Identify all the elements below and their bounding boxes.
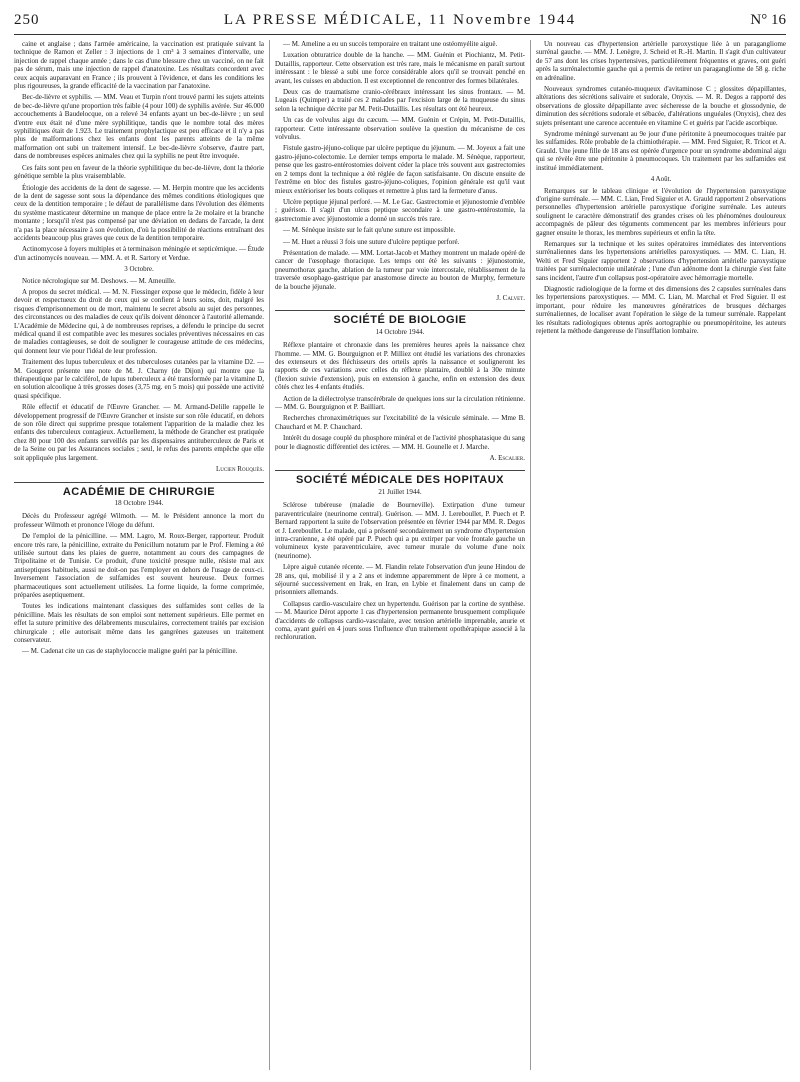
paragraph: 4 Août.: [650, 175, 672, 184]
paragraph: Luxation obturatrice double de la hanche. — MM. Guénin et Piochiantz, M. Petit-Dutaillis, rapporteur. Cette observation est très rare, mais le mécanisme en paraît surtout intéressant : le blessé a subi une force considérable alors qu'il se trouvait penché en avant, les cuisses en abduction. Il est exceptionnel de rencontrer des formes bilatérales.: [275, 51, 525, 85]
paragraph: Réflexe plantaire et chronaxie dans les premières heures après la naissance chez l'homme. — MM. G. Bourguignon et P. Milliez ont étudié les variations des chronaxies des extenseurs et des fléchisseurs des orteils après la naissance et souligneront les rapports de ces variations avec celles du réflexe plantaire, doublé à la 30e minute (flexion suivie d'extension), puis en extension à gauche, enfin en extension des deux côtés chez les 4 enfants étudiés.: [275, 341, 525, 392]
section-title-biologie: SOCIÉTÉ DE BIOLOGIE: [275, 310, 525, 324]
paragraph: Lucien Rouquès.: [216, 465, 264, 474]
paragraph: — M. Ameline a eu un succès temporaire en traitant une ostéomyélite aiguë.: [283, 40, 498, 48]
col2c-paragraphs: [275, 501, 525, 642]
paragraph: Notice nécrologique sur M. Deshows. — M. Ameuille.: [22, 276, 176, 285]
paragraph: — M. Huet a réussi 3 fois une suture d'ulcère peptique perforé.: [283, 237, 460, 246]
section-date: 18 Octobre 1944.: [114, 498, 164, 507]
paragraph: Décès du Professeur agrégé Wilmoth. — M. le Président annonce la mort du professeur Wilmoth et prononce l'éloge du défunt.: [14, 512, 264, 529]
paragraph: Syndrome méningé survenant au 9e jour d'une péritonite à pneumocoques traitée par les sulfamides. Rôle probable de la chimiothérapie. — MM. Fred Siguier, R. Tricot et A. Grauld. Une jeune fille de 18 ans est opérée d'urgence pour un syndrome abdominal aigu qui se révèle être une péritonite à pneumocoques. Un traitement par les sulfamides est institué immédiatement.: [536, 130, 786, 172]
issue-number: N° 16: [750, 12, 786, 28]
paragraph: Traitement des lupus tuberculeux et des tuberculoses cutanées par la vitamine D2. — M. Gougerot présente une note de M. J. Charny (de Dijon) qui montre que la thérapeutique par le calciférol, de lupus tuberculeux a été transformée par la vitamine D, en solution alcoolique à très grosses doses (3,75 mg. en 5 mois) qui possède une activité quasi spécifique.: [14, 358, 264, 400]
paragraph: caine et anglaise ; dans l'armée américaine, la vaccination est pratiquée suivant la technique de Ramon et Zeller : 3 injections de 1 cm³ à 3 semaines d'intervalle, une injection de rappel chaque année ; dans le cas d'une blessure chez un vacciné, on ne fait pas de sérum, mais une injection de rappel d'anatoxine. Les résultats concordent avec ceux acquis auparavant en France ; ils prouvent à l'évidence, et dans les conditions les plus rigoureuses, la grande efficacité de la vaccination par l'anatoxine.: [14, 40, 264, 91]
paragraph: Bec-de-lièvre et syphilis. — MM. Veau et Turpin n'ont trouvé parmi les sujets atteints de bec-de-lièvre qu'une proportion très faible (4 pour 100) de syphilis avérée. Sur 46.000 accouchements à Baudelocque, on a relevé 34 enfants ayant un bec-de-lièvre ; un seul d'entre eux était né d'une mère syphilitique, tandis que le nombre total des mères syphilitiques était de 1.923. Le traitement prophylactique est peu efficace et il n'y a pas plus de malformations chez les enfants dont les parents atteints de la même malformation ont subi un traitement intensif. Le bec-de-lièvre s'observe, d'autre part, dans de nombreuses espèces animales chez qui la syphilis ne peut être invoquée.: [14, 93, 264, 161]
col1-paragraphs: [14, 40, 264, 474]
paragraph: Remarques sur le tableau clinique et l'évolution de l'hypertension paroxystique d'origine surrénale. — MM. C. Lian, Fred Siguier et A. Grauld rapportent 2 observations personnelles d'hypertension artérielle paroxystique d'origine surrénale. Les auteurs soulignent le caractère démonstratif des grandes crises où les phénomènes douloureux accompagnés de pâleur des téguments commencent par les membres inférieurs pour gagner ensuite le thorax, les membres supérieurs et enfin la tête.: [536, 186, 786, 237]
paragraph: — M. Cadenat cite un cas de staphylococcie maligne guéri par la pénicilline.: [22, 647, 238, 656]
paragraph: Intérêt du dosage couplé du phosphore minéral et de l'activité phosphatasique du sang pour le diagnostic différentiel des ictères. — MM. H. Gounelle et J. Marche.: [275, 434, 525, 451]
paragraph: Deux cas de traumatisme cranio-cérébraux intéressant les sinus frontaux. — M. Lugeais (Quimper) a traité ces 2 malades par l'excision large de la muqueuse du sinus selon la technique décrite par M. Petit-Dutaillis. Les résultats ont été heureux.: [275, 88, 525, 113]
paragraph: Actinomycose à foyers multiples et à terminaison méningée et septicémique. — Étude d'un actinomycès nouveau. — MM. A. et R. Sartory et Verdue.: [14, 245, 264, 262]
header-rule: [14, 34, 786, 35]
section-date: 21 Juillet 1944.: [378, 487, 422, 496]
paragraph: Nouveaux syndromes cutanéo-muqueux d'avitaminose C ; glossites dépapillantes, altérations des sécrétions salivaire et sudorale, Onyxis. — M. R. Degos a rapporté des observations de glossite dépapillante avec sécheresse de la bouche et glossodynie, de diminution des sécrétions sudorale et sébacée, d'altérations unguéales (Onyxis), chez des sujets présentant une carence accentuée en vitamine C et guéris par l'acide ascorbique.: [536, 85, 786, 127]
section-date: 14 Octobre 1944.: [375, 327, 425, 336]
column-1: [14, 40, 264, 1070]
paragraph: Sclérose tubéreuse (maladie de Bourneville). Extirpation d'une tumeur paraventriculaire (neurinome central). Guérison. — MM. J. Lereboullet, P. Puech et P. Bernard rapportent la suite de l'observation présentée en février 1944 par MM. R. Degos et J. Lereboullet. Le malade, qui a présenté secondairement un syndrome d'hypertension intra-cranienne, a été opéré par P. Puech qui a pu extirper par voie frontale gauche un volumineux kyste paraventriculaire, avec tumeur murale du volume d'une noix (neurinome).: [275, 501, 525, 560]
paragraph: Ces faits sont peu en faveur de la théorie syphilitique du bec-de-lièvre, dont la théorie génétique semble la plus vraisemblable.: [14, 163, 264, 181]
paragraph: J. Calvet.: [496, 293, 525, 302]
section-title-academie: ACADÉMIE DE CHIRURGIE: [14, 482, 264, 496]
paragraph: Diagnostic radiologique de la forme et des dimensions des 2 capsules surrénales dans les hypertensions paroxystiques. — MM. C. Lian, M. Marchal et Fred Siguier. Il est important, pour réduire les manœuvres génératrices de brusques décharges surrénaliennes, de localiser avant l'opération le siège de la tumeur surrénale. Rappelant les résultats radiologiques obtenus après aortographie ou pneumopéritoine, les auteurs rejettent la méthode dangereuse de l'insufflation lombaire.: [536, 284, 786, 335]
page-header: [14, 12, 786, 32]
column-3: [536, 40, 786, 1070]
paragraph: Étiologie des accidents de la dent de sagesse. — M. Herpin montre que les accidents de la dent de sagesse sont sous la dépendance des mêmes conditions étiologiques que ceux de la dentition temporaire ; le défaut de parallélisme dans l'évolution des éléments du système masticateur détermine un manque de place entre la 2e molaire et la branche montante ; lorsqu'il n'est pas compensé par une déviation en dedans de l'arcade, la dent n'a pas la place nécessaire à son évolution, d'où la possibilité de réactions entraînant des accidents beaucoup plus graves que ceux de la dentition temporaire.: [14, 183, 264, 242]
paragraph: Toutes les indications maintenant classiques des sulfamides sont celles de la pénicilline. Mais les résultats de son emploi sont nettement supérieurs. Elle permet en effet la suture primitive des délabrements musculaires, correctement traités par excision chirurgicale ; elle autorisait même dans les gangrènes gazeuses un traitement conservateur.: [14, 602, 264, 644]
paragraph: Ulcère peptique jéjunal perforé. — M. Le Gac. Gastrectomie et jéjunostomie d'emblée ; guérison. Il s'agit d'un ulcus peptique secondaire à une gastro-entérostomie, la gastrectomie avec jéjunostomie a donné un succès très rare.: [275, 197, 525, 223]
paragraph: Un cas de volvulus aigu du cæcum. — MM. Guénin et Crépin, M. Petit-Dutaillis, rapporteur. Cette intéressante observation soulève la question du mécanisme de ces volvulus.: [275, 116, 525, 142]
paragraph: Un nouveau cas d'hypertension artérielle paroxystique liée à un paragangliome surrénal gauche. — MM. J. Lenègre, J. Scheid et R.-H. Martin. Il s'agit d'un cultivateur de 57 ans dont les crises hypertensives, particulièrement fréquentes et graves, ont guéri après la surrénalectomie gauche qui a permis de retirer un paragangliome de 58 g. riche en adrénaline.: [536, 40, 786, 82]
col2-paragraphs: [275, 40, 525, 302]
column-2: [275, 40, 525, 1070]
col3-paragraphs: [536, 40, 786, 335]
paragraph: 3 Octobre.: [124, 265, 154, 274]
page-number: 250: [14, 12, 40, 28]
paragraph: A. Escalier.: [489, 454, 525, 463]
col1b-paragraphs: [14, 512, 264, 656]
journal-title: LA PRESSE MÉDICALE, 11 Novembre 1944: [223, 12, 577, 28]
paragraph: Collapsus cardio-vasculaire chez un hypertendu. Guérison par la cortine de synthèse. — M. Maurice Dérot apporte 1 cas d'hypertension permanente brusquement compliquée d'accidents de collapsus cardio-vasculaire, avec tension artérielle imprenable, anurie et coma, ayant guéri en 4 jours sous l'influence d'un traitement opothérapique associé à la rechloruration.: [275, 599, 525, 642]
paragraph: Fistule gastro-jéjuno-colique par ulcère peptique du jéjunum. — M. Joyeux a fait une gastro-jéjuno-colectomie. Le dernier temps emporta le malade. M. Sénèque, rapporteur, pense que les gastro-entérostomies doivent céder la place très souvent aux gastrectomies en 2 temps dont la technique a été réglée de façon satisfaisante. On discute ensuite de l'extrême en bloc des fistules gastro-jéjuno-coliques, l'opinion générale est qu'il vaut mieux extérioriser les bouts coliques et remettre à plus tard la fermeture d'anus.: [275, 144, 525, 195]
paragraph: Action de la diélectrolyse transcérébrale de quelques ions sur la circulation rétinienne. — MM. G. Bourguignon et P. Bailliart.: [275, 394, 525, 412]
paragraph: — M. Sénèque insiste sur le fait qu'une suture est impossible.: [283, 226, 456, 235]
paragraph: Remarques sur la technique et les suites opératoires immédiates des interventions surrénaliennes dans les hypertensions artérielles paroxystiques. — MM. C. Lian, H. Welti et Fred Siguier rapportent 2 observations d'hypertension artérielle paroxystique traitées par surrénalectomie unilatérale ; l'une d'un adénome dont la chirurgie s'est faite sans incident, l'autre d'un collapsus post-opératoire avec hémorragie mortelle.: [536, 239, 786, 282]
column-divider: [269, 40, 270, 1070]
paragraph: Recherches chronaximétriques sur l'excitabilité de la vésicule séminale. — Mme B. Chauchard et M. P. Chauchard.: [275, 414, 525, 431]
section-title-hopitaux: SOCIÉTÉ MÉDICALE DES HOPITAUX: [275, 470, 525, 484]
paragraph: Rôle effectif et éducatif de l'Œuvre Grancher. — M. Armand-Delille rappelle le développement progressif de l'Œuvre Grancher et insiste sur son rôle éducatif, en dehors de son rôle direct qui supprime presque totalement l'apparition de la maladie chez les enfants des tuberculeux contagieux. Actuellement, la méthode de Grancher est pratiquée chez 80 pour 100 des enfants surveillés par les dispensaires antituberculeux de Paris et de la Seine ou par les Assurances sociales ; seul, le refus des parents empêche que elle soit appliquée plus largement.: [14, 403, 264, 462]
paragraph: Lèpre aiguë cutanée récente. — M. Flandin relate l'observation d'un jeune Hindou de 28 ans, qui, mobilisé il y a 2 ans et indemne apparemment de lèpre à ce moment, a séjourné successivement en Irak, en Iran, en Lybie et finalement dans un camp de prisonniers allemands.: [275, 563, 525, 597]
paragraph: De l'emploi de la pénicilline. — MM. Lagro, M. Roux-Berger, rapporteur. Produit encore très rare, la pénicilline, extraite du Penicillum notatum par le Prof. Fleming a été utilisée surtout dans les plaies de guerre, notamment au cours des campagnes de Tripolitaine et de Tunisie. Ce produit, d'une toxicité presque nulle, résiste mal aux antiseptiques habituels, aussi ne doit-on pas l'employer en dehors de l'usage de ceux-ci. Inversement l'association de sulfamides est souvent heureuse. Deux formes pharmaceutiques sont actuellement utilisées. La forme liquide, la forme comprimée, préparées aseptiquement.: [14, 532, 264, 599]
paragraph: Présentation de malade. — MM. Lortat-Jacob et Mathey montrent un malade opéré de cancer de l'œsophage thoracique. Les temps ont été les suivants : jéjunostomie, pneumothorax gauche, ablation de la tumeur par voie intercostale, rétablissement de la traversée œsophago-gastrique par anastomose directe au bouton de Murphy, fermeture de la bouche jéjunale.: [275, 248, 525, 291]
col2b-paragraphs: [275, 341, 525, 462]
paragraph: A propos du secret médical. — M. N. Fiessinger expose que le médecin, fidèle à leur devoir et respectueux du droit de ceux qui se confient à leurs soins, doit, malgré les risques d'emprisonnement ou de mort, maintenu le secret absolu au sujet des personnes, des circonstances ou des maladies de ceux qu'ils doivent dénoncer à l'autorité allemande. L'Académie de Médecine qui, à de nombreuses reprises, a défendu le principe du secret médical quand il est compatible avec les mesures sociales préventives nécessaires en cas de maladies contagieuses, se doit de souligner le courageuse attitude de ces médecins, qui donnent leur vie pour l'idéal de leur profession.: [14, 287, 264, 355]
column-divider: [530, 40, 531, 1070]
